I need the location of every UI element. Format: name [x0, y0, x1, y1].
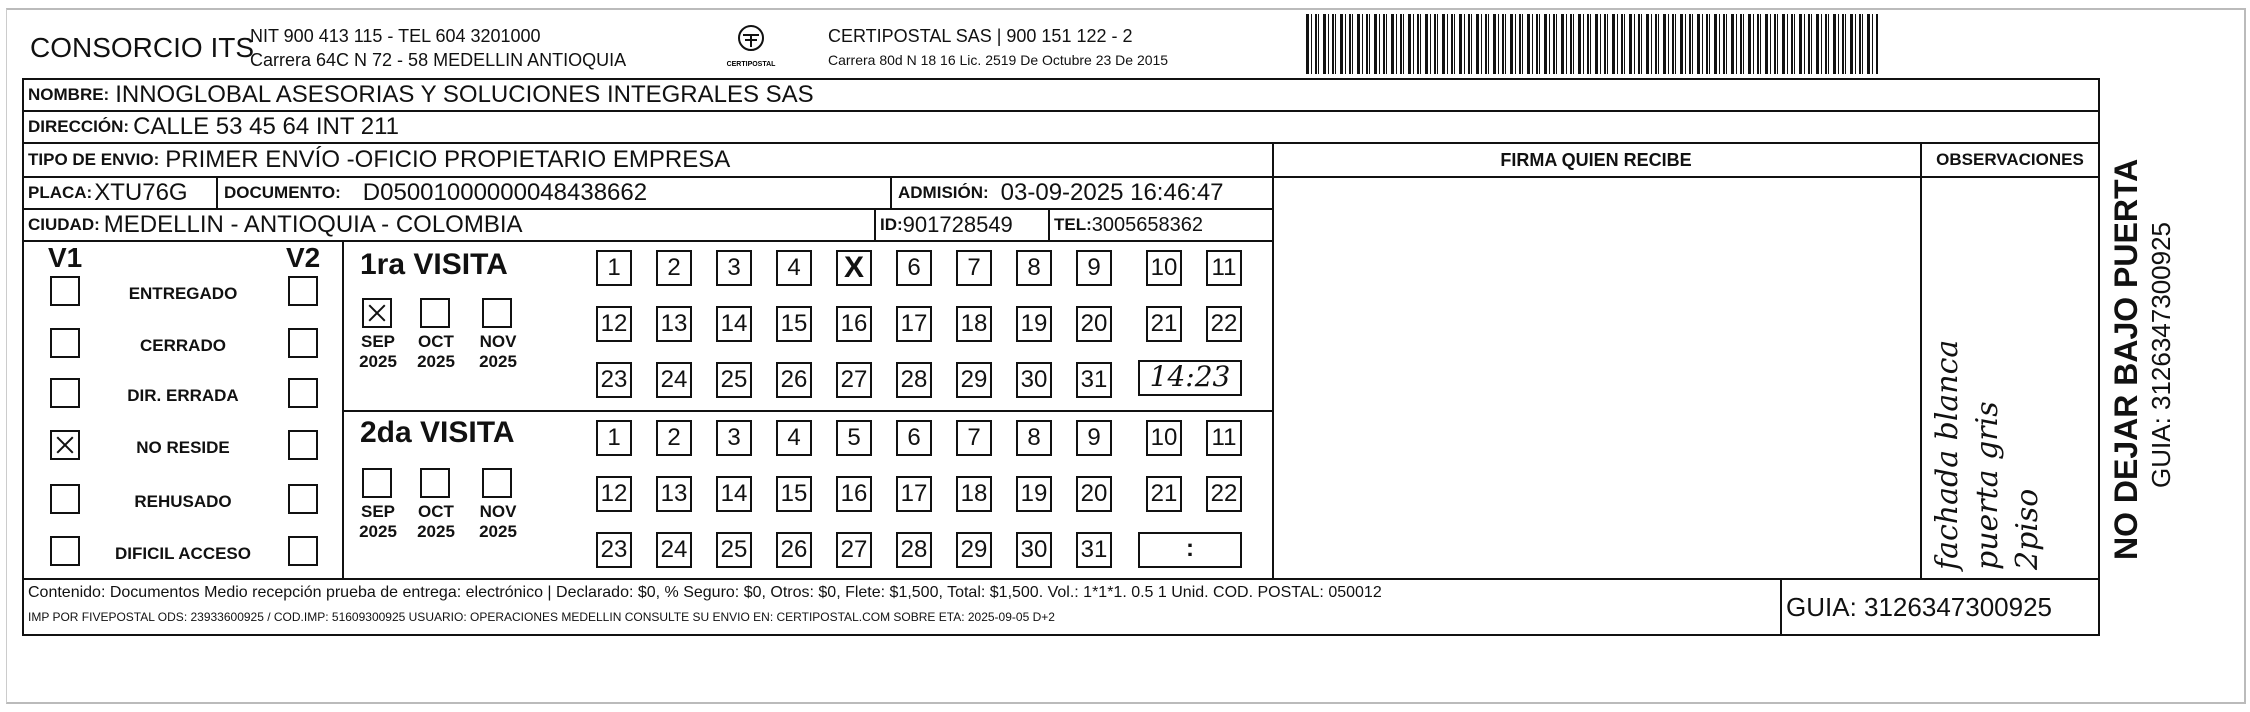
first-visit-day-box[interactable]: 26 — [776, 362, 812, 398]
second-visit-year-label: 2025 — [417, 522, 455, 541]
first-visit-day-box[interactable]: 19 — [1016, 306, 1052, 342]
second-visit-day-box[interactable]: 22 — [1206, 476, 1242, 512]
direccion-label: DIRECCIÓN: — [28, 117, 130, 136]
first-visit-day-box[interactable]: 21 — [1146, 306, 1182, 342]
ciudad-row — [28, 210, 523, 240]
v1-checkbox[interactable] — [50, 276, 80, 306]
status-label: ENTREGADO — [128, 284, 238, 303]
nombre-row — [28, 80, 814, 110]
second-visit-day-box[interactable]: 12 — [596, 476, 632, 512]
tel-row — [1054, 210, 1203, 240]
first-visit-day-box[interactable]: 28 — [896, 362, 932, 398]
second-visit-day-box[interactable]: 30 — [1016, 532, 1052, 568]
firma-label: FIRMA QUIEN RECIBE — [1500, 150, 1692, 170]
ciudad-label: CIUDAD: — [28, 215, 100, 234]
certipostal-line: CERTIPOSTAL SAS | 900 151 122 - 2 — [828, 26, 1133, 46]
first-visit-day-box[interactable]: 4 — [776, 250, 812, 286]
id-row — [880, 210, 1013, 240]
second-visit-day-box[interactable]: 1 — [596, 420, 632, 456]
second-visit-day-box[interactable]: 29 — [956, 532, 992, 568]
v1-checkbox[interactable] — [50, 378, 80, 408]
tipo-value: PRIMER ENVÍO -OFICIO PROPIETARIO EMPRESA — [165, 146, 731, 173]
placa-row — [28, 178, 188, 208]
first-visit-day-box[interactable]: 18 — [956, 306, 992, 342]
documento-value: D05001000000048438662 — [362, 179, 648, 206]
first-visit-month-label: NOV — [479, 332, 517, 351]
contenido-line: Contenido: Documentos Medio recepción prueba de entrega: electrónico | Declarado: $0, % Seguro: $0, Otros: $0, Flete: $1,500, Total: $1,500. Vol.: 1*1*1. 0.5 1 Unid. COD. POSTAL: 050012 — [28, 584, 1382, 601]
certipostal-logo-icon — [726, 22, 776, 70]
v2-checkbox[interactable] — [288, 484, 318, 514]
tipo-row — [28, 144, 730, 176]
second-visit-day-box[interactable]: 17 — [896, 476, 932, 512]
first-visit-day-box-checked[interactable]: X — [836, 250, 872, 286]
admision-value: 03-09-2025 16:46:47 — [1000, 179, 1224, 206]
no-dejar-bajo-puerta: NO DEJAR BAJO PUERTA — [2108, 158, 2144, 560]
second-visit-day-box[interactable]: 6 — [896, 420, 932, 456]
second-visit-day-box[interactable]: 27 — [836, 532, 872, 568]
v2-header: V2 — [286, 242, 321, 273]
first-visit-year-label: 2025 — [417, 352, 455, 371]
second-visit-year-label: 2025 — [359, 522, 397, 541]
id-label: ID: — [880, 215, 903, 234]
logo-text: CERTIPOSTAL — [726, 61, 776, 68]
first-visit-day-box[interactable]: 12 — [596, 306, 632, 342]
status-label: DIFICIL ACCESO — [114, 544, 251, 563]
second-visit-day-box[interactable]: 26 — [776, 532, 812, 568]
first-visit-day-box[interactable]: 24 — [656, 362, 692, 398]
nombre-label: NOMBRE: — [28, 85, 110, 104]
v1-checkbox[interactable] — [50, 536, 80, 566]
second-visit-day-box[interactable]: 7 — [956, 420, 992, 456]
second-visit-day-box[interactable]: 15 — [776, 476, 812, 512]
second-visit-day-box[interactable]: 3 — [716, 420, 752, 456]
observaciones-label: OBSERVACIONES — [1936, 150, 2084, 169]
v2-checkbox[interactable] — [288, 328, 318, 358]
first-visit-day-box[interactable]: 31 — [1076, 362, 1112, 398]
first-visit-day-box[interactable]: 10 — [1146, 250, 1182, 286]
v2-checkbox[interactable] — [288, 378, 318, 408]
v1-checkbox[interactable] — [50, 328, 80, 358]
first-visit-day-box[interactable]: 13 — [656, 306, 692, 342]
second-visit-day-box[interactable]: 16 — [836, 476, 872, 512]
first-visit-month-label: OCT — [418, 332, 454, 351]
second-visit-day-box[interactable]: 24 — [656, 532, 692, 568]
admision-label: ADMISIÓN: — [898, 183, 989, 202]
second-visit-day-box[interactable]: 28 — [896, 532, 932, 568]
first-visit-day-box[interactable]: 9 — [1076, 250, 1112, 286]
v1-checkbox[interactable] — [50, 430, 80, 460]
second-visit-month-checkbox[interactable] — [482, 468, 512, 498]
status-label: DIR. ERRADA — [127, 386, 239, 405]
nombre-value: INNOGLOBAL ASESORIAS Y SOLUCIONES INTEGRALES SAS — [115, 81, 814, 108]
second-visit-day-box[interactable]: 14 — [716, 476, 752, 512]
second-visit-day-box[interactable]: 10 — [1146, 420, 1182, 456]
documento-label: DOCUMENTO: — [224, 183, 341, 202]
ciudad-value: MEDELLIN - ANTIOQUIA - COLOMBIA — [103, 211, 523, 238]
first-visit-month-label: SEP — [360, 332, 396, 351]
first-visit-day-box[interactable]: 7 — [956, 250, 992, 286]
second-visit-title: 2da VISITA — [360, 416, 515, 449]
certipostal-logo — [726, 22, 776, 70]
second-visit-day-box[interactable]: 21 — [1146, 476, 1182, 512]
second-visit-month-label: OCT — [418, 502, 454, 521]
second-visit-day-box[interactable]: 5 — [836, 420, 872, 456]
tipo-label: TIPO DE ENVIO: — [28, 150, 160, 169]
direccion-row — [28, 112, 399, 142]
first-visit-day-box[interactable]: 20 — [1076, 306, 1112, 342]
second-visit-day-box[interactable]: 20 — [1076, 476, 1112, 512]
footer-guia: GUIA: 3126347300925 — [1786, 592, 2052, 622]
tel-label: TEL: — [1054, 215, 1092, 234]
documento-row — [224, 178, 647, 208]
first-visit-year-label: 2025 — [479, 352, 517, 371]
observacion-line: fachada blanca — [1930, 339, 1965, 570]
first-visit-month-checkbox[interactable] — [482, 298, 512, 328]
placa-label: PLACA: — [28, 183, 93, 202]
second-visit-day-box[interactable]: 11 — [1206, 420, 1242, 456]
second-visit-day-box[interactable]: 4 — [776, 420, 812, 456]
first-visit-day-box[interactable]: 27 — [836, 362, 872, 398]
first-visit-day-box[interactable]: 17 — [896, 306, 932, 342]
direccion-value: CALLE 53 45 64 INT 211 — [133, 113, 400, 140]
first-visit-day-box[interactable]: 15 — [776, 306, 812, 342]
v1-checkbox[interactable] — [50, 484, 80, 514]
company-name: CONSORCIO ITS — [30, 32, 255, 63]
admision-row — [898, 178, 1224, 208]
second-visit-day-box[interactable]: 23 — [596, 532, 632, 568]
first-visit-day-box[interactable]: 8 — [1016, 250, 1052, 286]
second-visit-day-box[interactable]: 19 — [1016, 476, 1052, 512]
first-visit-day-box[interactable]: 25 — [716, 362, 752, 398]
second-visit-day-box[interactable]: 25 — [716, 532, 752, 568]
second-visit-day-box[interactable]: 31 — [1076, 532, 1112, 568]
second-visit-month-label: SEP — [360, 502, 396, 521]
second-visit-day-box[interactable]: 18 — [956, 476, 992, 512]
first-visit-year-label: 2025 — [359, 352, 397, 371]
observacion-line: puerta gris — [1970, 401, 2005, 570]
first-visit-day-box[interactable]: 11 — [1206, 250, 1242, 286]
second-visit-month-checkbox[interactable] — [420, 468, 450, 498]
first-visit-day-box[interactable]: 23 — [596, 362, 632, 398]
first-visit-day-box[interactable]: 14 — [716, 306, 752, 342]
first-visit-month-checkbox[interactable] — [362, 298, 392, 328]
second-visit-day-box[interactable]: 13 — [656, 476, 692, 512]
first-visit-time[interactable]: 14:23 — [1138, 360, 1242, 396]
imp-line: IMP POR FIVEPOSTAL ODS: 23933600925 / COD.IMP: 51609300925 USUARIO: OPERACIONES MEDELLIN CONSULTE SU ENVIO EN: CERTIPOSTAL.COM SOBRE ETA: 2025-09-05 D+2 — [28, 610, 1055, 624]
status-label: CERRADO — [140, 336, 226, 355]
first-visit-day-box[interactable]: 16 — [836, 306, 872, 342]
first-visit-day-box[interactable]: 22 — [1206, 306, 1242, 342]
second-visit-month-checkbox[interactable] — [362, 468, 392, 498]
side-guia: GUIA: 3126347300925 — [2146, 222, 2176, 488]
first-visit-day-box[interactable]: 3 — [716, 250, 752, 286]
first-visit-month-checkbox[interactable] — [420, 298, 450, 328]
status-label: NO RESIDE — [136, 438, 230, 457]
first-visit-title: 1ra VISITA — [360, 248, 508, 281]
observaciones-notes — [1928, 190, 2088, 570]
v2-checkbox[interactable] — [288, 536, 318, 566]
second-visit-day-box[interactable]: 9 — [1076, 420, 1112, 456]
second-visit-time[interactable]: : — [1138, 532, 1242, 568]
status-label: REHUSADO — [134, 492, 232, 511]
first-visit-day-box[interactable]: 29 — [956, 362, 992, 398]
second-visit-month-label: NOV — [479, 502, 517, 521]
v1-header: V1 — [48, 242, 83, 273]
v2-checkbox[interactable] — [288, 430, 318, 460]
id-value: 901728549 — [902, 212, 1013, 237]
tel-value: 3005658362 — [1091, 213, 1204, 236]
v2-checkbox[interactable] — [288, 276, 318, 306]
barcode — [1306, 14, 1878, 74]
second-visit-day-box[interactable]: 8 — [1016, 420, 1052, 456]
first-visit-day-box[interactable]: 1 — [596, 250, 632, 286]
address-line: Carrera 64C N 72 - 58 MEDELLIN ANTIOQUIA — [250, 50, 627, 70]
first-visit-day-box[interactable]: 6 — [896, 250, 932, 286]
certipostal-license: Carrera 80d N 18 16 Lic. 2519 De Octubre 23 De 2015 — [828, 52, 1169, 68]
second-visit-day-box[interactable]: 2 — [656, 420, 692, 456]
second-visit-year-label: 2025 — [479, 522, 517, 541]
first-visit-day-box[interactable]: 2 — [656, 250, 692, 286]
nit-line: NIT 900 413 115 - TEL 604 3201000 — [250, 26, 541, 46]
placa-value: XTU76G — [94, 179, 188, 206]
first-visit-day-box[interactable]: 30 — [1016, 362, 1052, 398]
observacion-line: 2piso — [2010, 488, 2045, 570]
